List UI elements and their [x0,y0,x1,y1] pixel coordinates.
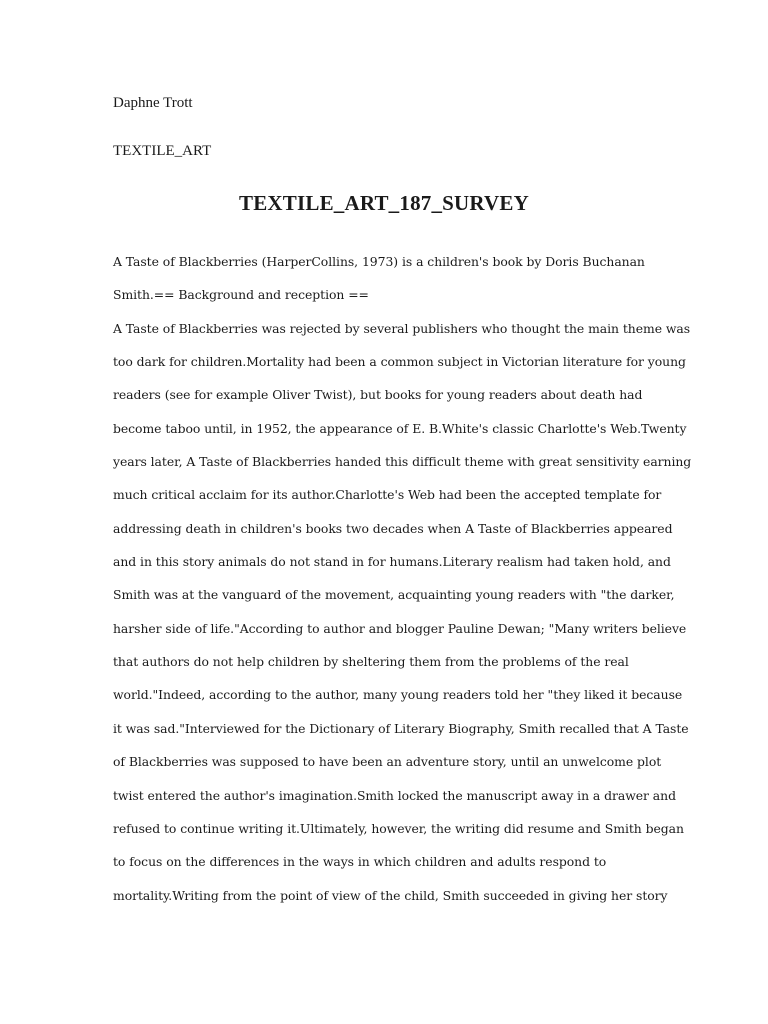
body-line: refused to continue writing it.Ultimately, however, the writing did resume and Smith began [113,820,684,836]
document-title: TEXTILE_ART_187_SURVEY [239,191,529,215]
body-line: Smith.== Background and reception == [113,287,369,303]
body-line: much critical acclaim for its author.Charlotte's Web had been the accepted template for [113,487,662,503]
body-line: world."Indeed, according to the author, many young readers told her "they liked it because [113,687,683,703]
body-line: twist entered the author's imagination.Smith locked the manuscript away in a drawer and [113,787,676,803]
body-line: A Taste of Blackberries (HarperCollins, 1973) is a children's book by Doris Buchanan [113,254,645,269]
body-line: to focus on the differences in the ways in which children and adults respond to [113,854,607,870]
body-line: too dark for children.Mortality had been a common subject in Victorian literature for young [113,354,686,370]
body-line: A Taste of Blackberries was rejected by several publishers who thought the main theme was [113,320,691,336]
course-name: TEXTILE_ART [113,143,212,159]
body-line: mortality.Writing from the point of view of the child, Smith succeeded in giving her story [113,887,668,903]
body-line: readers (see for example Oliver Twist), but books for young readers about death had [113,387,643,403]
body-line: become taboo until, in 1952, the appearance of E. B.White's classic Charlotte's Web.Twenty [113,420,687,436]
body-line: addressing death in children's books two decades when A Taste of Blackberries appeared [113,520,673,536]
body-line: Smith was at the vanguard of the movement, acquainting young readers with "the darker, [113,587,675,603]
body-line: years later, A Taste of Blackberries handed this difficult theme with great sensitivity earning [113,454,692,470]
author-name: Daphne Trott [113,95,193,111]
body-line: harsher side of life."According to author and blogger Pauline Dewan; "Many writers believe [113,620,687,636]
body-line: that authors do not help children by sheltering them from the problems of the real [113,654,629,670]
body-line: and in this story animals do not stand in for humans.Literary realism had taken hold, and [113,554,671,570]
body-line: of Blackberries was supposed to have been an adventure story, until an unwelcome plot [113,754,662,770]
body-text [113,252,692,919]
body-line: it was sad."Interviewed for the Dictionary of Literary Biography, Smith recalled that A Taste [113,720,689,736]
